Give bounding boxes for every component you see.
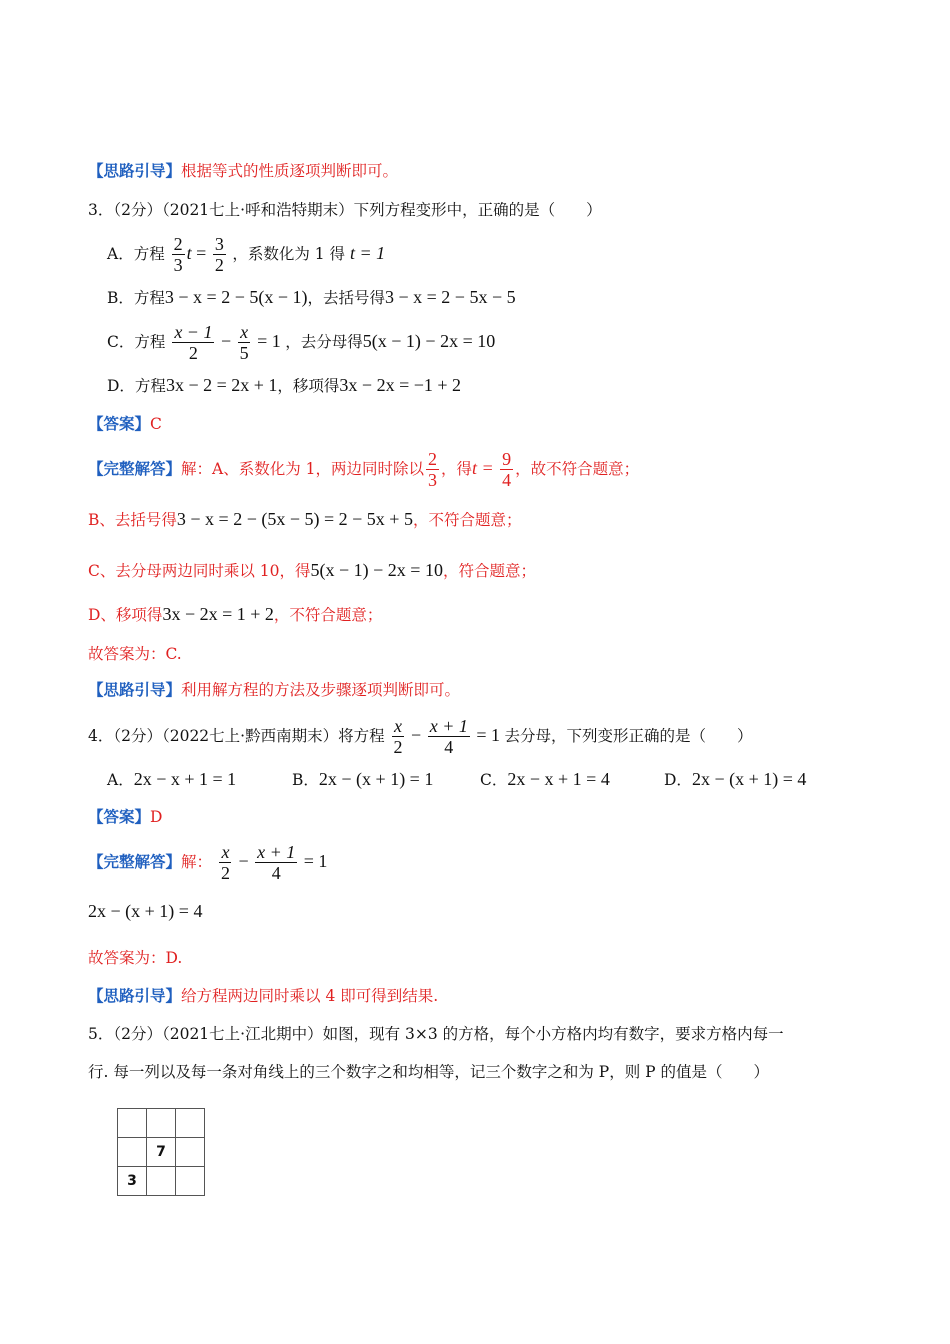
- q4-option-b: B．2x − (x + 1) = 1: [292, 769, 434, 789]
- q3-option-d: D．方程3x − 2 = 2x + 1，移项得3x − 2x = −1 + 2: [107, 375, 462, 395]
- grid-cell: [147, 1167, 176, 1196]
- q4-conclusion: 故答案为：D.: [88, 949, 183, 967]
- magic-square-grid: [117, 1108, 205, 1196]
- grid-cell: [176, 1109, 205, 1138]
- q4-answer: 【答案】D: [88, 808, 163, 826]
- q3-answer: 【答案】C: [88, 415, 162, 433]
- q4-option-a: A．2x − x + 1 = 1: [107, 769, 237, 789]
- q5-stem-line1: 5．（2分）（2021七上·江北期中）如图，现有 3×3 的方格，每个小方格内均有数字，要求方格内每一: [88, 1025, 784, 1043]
- grid-cell: [176, 1167, 205, 1196]
- grid-cell: [176, 1138, 205, 1167]
- grid-cell: [147, 1109, 176, 1138]
- q4-option-c: C．2x − x + 1 = 4: [480, 769, 610, 789]
- hint-tag: 【思路引导】: [88, 162, 182, 180]
- q3-solution-c: C、去分母两边同时乘以 10，得5(x − 1) − 2x = 10，符合题意；: [88, 560, 536, 580]
- q3-option-c: C．方程 $\frac{x - 1}{2}$ − $\frac{x}{5}$ = 1 ，去分母得5(x − 1) − 2x = 10: [107, 322, 496, 364]
- q4-solution-step: 2x − (x + 1) = 4: [88, 901, 203, 921]
- q3-hint: 【思路引导】利用解方程的方法及步骤逐项判断即可。: [88, 681, 461, 699]
- q3-solution-a: 【完整解答】解：A、系数化为 1，两边同时除以 $\frac{2}{3}$ ，得t = $\frac{9}{4}$ ，故不符合题意；: [88, 449, 640, 491]
- q3-option-b: B．方程3 − x = 2 − 5(x − 1)，去括号得3 − x = 2 − 5x − 5: [107, 287, 516, 307]
- q5-stem-line2: 行. 每一列以及每一条对角线上的三个数字之和均相等，记三个数字之和为 P，则 P 的值是（ ）: [88, 1063, 769, 1081]
- q2-hint: [88, 160, 398, 182]
- q4-solution: 【完整解答】解： $\frac{x}{2}$ − $\frac{x + 1}{4}$ = 1: [88, 842, 328, 884]
- q4-hint: 【思路引导】给方程两边同时乘以 4 即可得到结果.: [88, 987, 439, 1005]
- grid-cell: [118, 1109, 147, 1138]
- q3-solution-d: D、移项得3x − 2x = 1 + 2，不符合题意；: [88, 604, 383, 624]
- q3-stem: 3．（2分）（2021七上·呼和浩特期末）下列方程变形中，正确的是（ ）: [88, 201, 602, 219]
- q3-conclusion: 故答案为：C.: [88, 645, 182, 663]
- q3-solution-b: B、去括号得3 − x = 2 − (5x − 5) = 2 − 5x + 5，不符合题意；: [88, 509, 522, 529]
- q3-option-a: A．方程 $\frac{2}{3}$ t = $\frac{3}{2}$ ，系数化为 1 得 t = 1: [107, 234, 386, 276]
- q4-stem: 4．（2分）（2022七上·黔西南期末）将方程 $\frac{x}{2}$ − $\frac{x + 1}{4}$ = 1 去分母，下列变形正确的是（ ）: [88, 716, 753, 758]
- hint-text: 根据等式的性质逐项判断即可。: [181, 162, 399, 180]
- grid-cell: 7: [147, 1138, 176, 1167]
- grid-cell: [118, 1138, 147, 1167]
- grid-cell: 3: [118, 1167, 147, 1196]
- q4-option-d: D．2x − (x + 1) = 4: [664, 769, 807, 789]
